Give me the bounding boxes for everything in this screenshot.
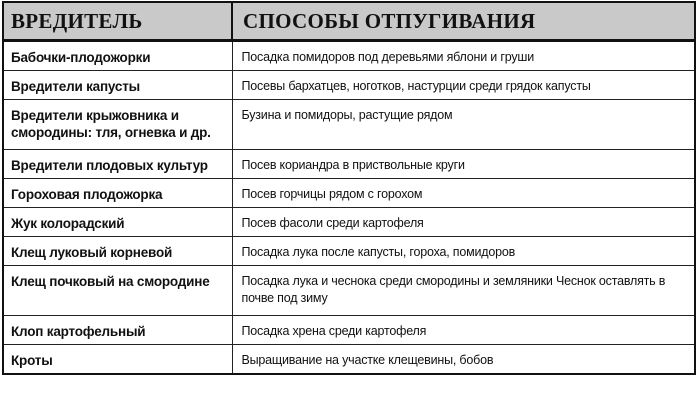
- pest-cell: Кроты: [3, 345, 232, 375]
- table-header-row: [3, 2, 695, 41]
- pest-cell: Клещ луковый корневой: [3, 237, 232, 266]
- pest-cell: Вредители плодовых культур: [3, 150, 232, 179]
- table-row: [3, 100, 695, 150]
- pest-cell: Клещ почковый на смородине: [3, 266, 232, 316]
- table-row: [3, 237, 695, 266]
- table-row: [3, 150, 695, 179]
- table-row: [3, 71, 695, 100]
- table-row: [3, 41, 695, 71]
- pest-cell: Вредители капусты: [3, 71, 232, 100]
- method-cell: Посадка хрена среди картофеля: [232, 316, 695, 345]
- pest-cell: Жук колорадский: [3, 208, 232, 237]
- method-cell: Посевы бархатцев, ноготков, настурции среди грядок капусты: [232, 71, 695, 100]
- table-row: [3, 266, 695, 316]
- method-cell: Посев кориандра в приствольные круги: [232, 150, 695, 179]
- pest-cell: Вредители крыжовника и смородины: тля, огневка и др.: [3, 100, 232, 150]
- method-cell: Бузина и помидоры, растущие рядом: [232, 100, 695, 150]
- method-cell: Посев фасоли среди картофеля: [232, 208, 695, 237]
- header-method: СПОСОБЫ ОТПУГИВАНИЯ: [232, 2, 695, 41]
- table-row: [3, 208, 695, 237]
- table-row: [3, 316, 695, 345]
- method-cell: Посадка лука после капусты, гороха, помидоров: [232, 237, 695, 266]
- method-cell: Посадка лука и чеснока среди смородины и земляники Чеснок оставлять в почве под зиму: [232, 266, 695, 316]
- pest-cell: Клоп картофельный: [3, 316, 232, 345]
- header-pest: ВРЕДИТЕЛЬ: [3, 2, 232, 41]
- pest-cell: Гороховая плодожорка: [3, 179, 232, 208]
- pest-cell: Бабочки-плодожорки: [3, 41, 232, 71]
- table-row: [3, 179, 695, 208]
- method-cell: Выращивание на участке клещевины, бобов: [232, 345, 695, 375]
- method-cell: Посев горчицы рядом с горохом: [232, 179, 695, 208]
- method-cell: Посадка помидоров под деревьями яблони и груши: [232, 41, 695, 71]
- table-row: [3, 345, 695, 375]
- pest-repellent-table: [2, 1, 696, 375]
